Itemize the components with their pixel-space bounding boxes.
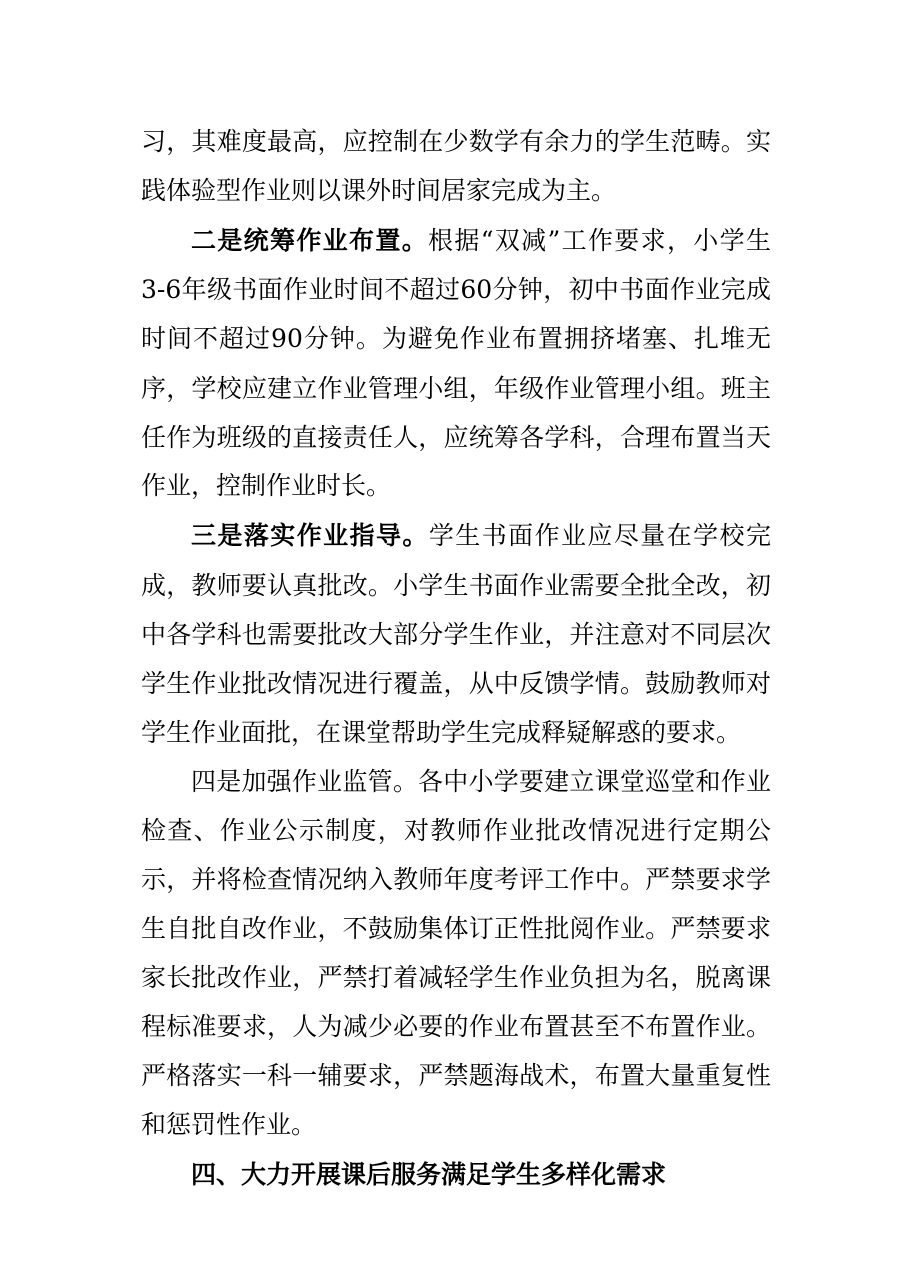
paragraph-line: 严格落实一科一辅要求，严禁题海战术，布置大量重复性 <box>141 1061 771 1090</box>
paragraph-line: 中各学科也需要批改大部分学生作业，并注意对不同层次 <box>141 620 771 649</box>
bold-lead: 二是统筹作业布置。 <box>191 226 429 255</box>
bold-lead: 三是落实作业指导。 <box>191 521 429 550</box>
paragraph-line: 和惩罚性作业。 <box>141 1110 317 1139</box>
paragraph-line: 示，并将检查情况纳入教师年度考评工作中。严禁要求学 <box>141 865 771 894</box>
paragraph-line: 任作为班级的直接责任人，应统筹各学科，合理布置当天 <box>141 423 771 452</box>
paragraph-line: 习，其难度最高，应控制在少数学有余力的学生范畴。实 <box>141 127 771 156</box>
paragraph-line: 三是落实作业指导。学生书面作业应尽量在学校完 <box>191 521 771 550</box>
paragraph-line: 学生作业面批，在课堂帮助学生完成释疑解惑的要求。 <box>141 718 742 747</box>
paragraph-line: 成，教师要认真批改。小学生书面作业需要全批全改，初 <box>141 571 771 600</box>
paragraph-line: 时间不超过90分钟。为避免作业布置拥挤堵塞、扎堆无 <box>141 324 771 353</box>
paragraph-line: 家长批改作业，严禁打着减轻学生作业负担为名，脱离课 <box>141 963 771 992</box>
paragraph-line: 二是统筹作业布置。根据“双减”工作要求，小学生 <box>191 226 771 255</box>
paragraph-line: 践体验型作业则以课外时间居家完成为主。 <box>141 176 617 205</box>
paragraph-line: 程标准要求，人为减少必要的作业布置甚至不布置作业。 <box>141 1012 771 1041</box>
paragraph-line: 作业，控制作业时长。 <box>141 471 392 500</box>
paragraph-line: 生自批自改作业，不鼓励集体订正性批阅作业。严禁要求 <box>141 914 771 943</box>
paragraph-line: 学生作业批改情况进行覆盖，从中反馈学情。鼓励教师对 <box>141 669 771 698</box>
paragraph-line: 检查、作业公示制度，对教师作业批改情况进行定期公 <box>141 816 771 845</box>
paragraph-line: 3-6年级书面作业时间不超过60分钟，初中书面作业完成 <box>141 275 771 304</box>
section-heading: 四、大力开展课后服务满足学生多样化需求 <box>191 1160 667 1189</box>
paragraph-line: 序，学校应建立作业管理小组，年级作业管理小组。班主 <box>141 374 771 403</box>
paragraph-line: 四是加强作业监管。各中小学要建立课堂巡堂和作业 <box>191 767 771 796</box>
